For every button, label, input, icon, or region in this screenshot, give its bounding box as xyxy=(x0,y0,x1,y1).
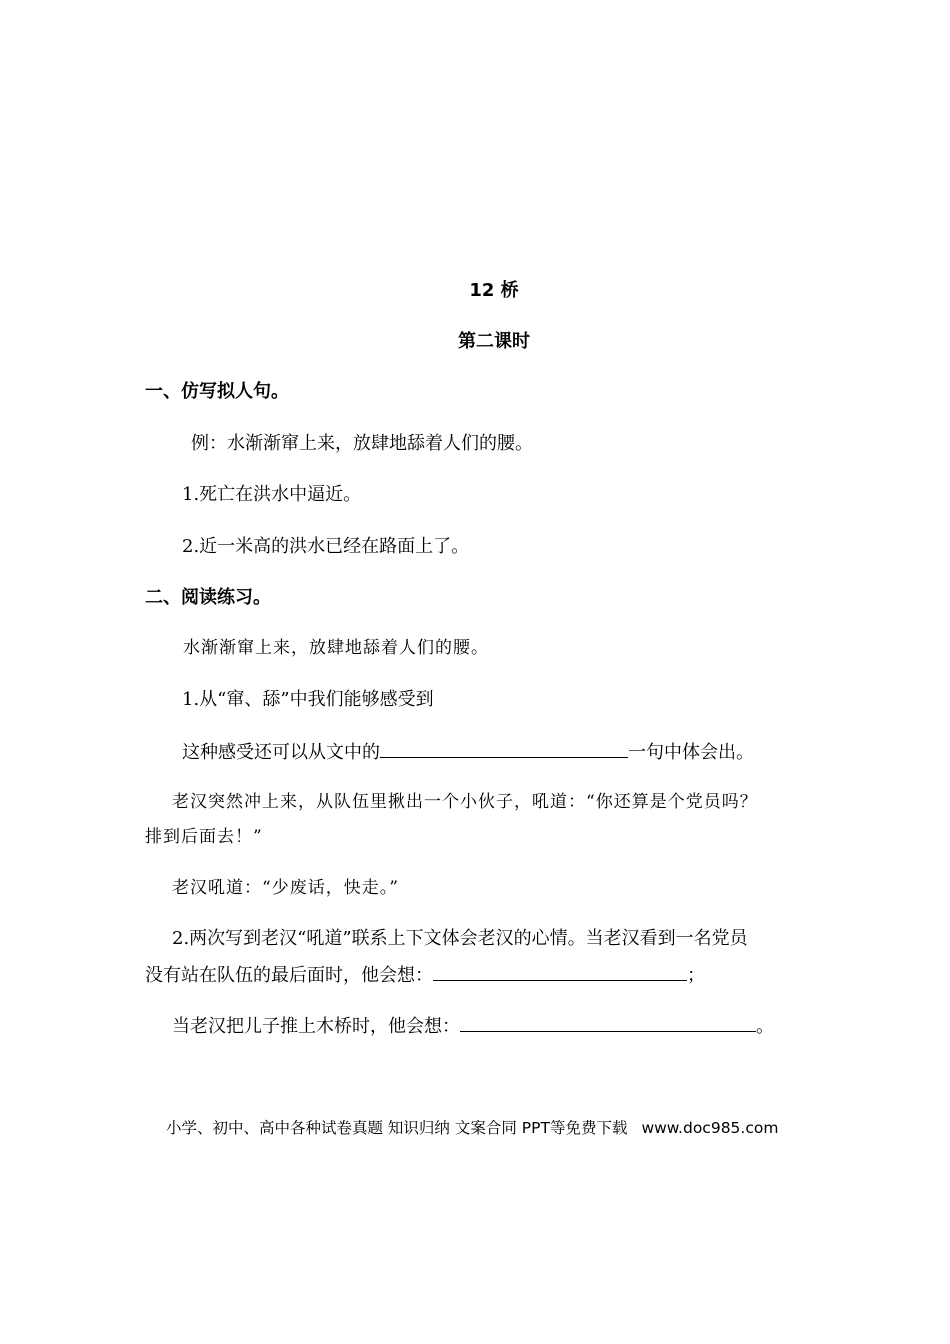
section1-item-2: 2.近一米高的洪水已经在路面上了。 xyxy=(182,536,470,557)
question-2-line-3-after: 。 xyxy=(756,1016,774,1037)
section1-example: 例：水渐渐窜上来，放肆地舔着人们的腰。 xyxy=(191,433,533,454)
question-2-line-3 xyxy=(172,1013,774,1039)
answer-blank-2[interactable] xyxy=(433,962,687,981)
question-2-text-before: 没有站在队伍的最后面时，他会想： xyxy=(145,965,433,986)
section1-item-1: 1.死亡在洪水中逼近。 xyxy=(182,484,362,505)
reading-passage-2-line-1: 老汉突然冲上来，从队伍里揪出一个小伙子，吼道：“你还算是个党员吗？ xyxy=(172,792,758,812)
reading-passage-3: 老汉吼道：“少废话，快走。” xyxy=(172,878,399,898)
footer-url: www.doc985.com xyxy=(641,1119,779,1137)
question-1-line-2 xyxy=(182,739,754,765)
answer-blank-1[interactable] xyxy=(380,739,628,758)
question-2-line-1: 2.两次写到老汉“吼道”联系上下文体会老汉的心情。当老汉看到一名党员 xyxy=(172,928,748,949)
question-1-text-before: 这种感受还可以从文中的 xyxy=(182,742,380,763)
question-2-line-2 xyxy=(145,962,705,988)
lesson-title: 12 桥 xyxy=(469,280,519,301)
footer xyxy=(166,1116,778,1140)
footer-text: 小学、初中、高中各种试卷真题 知识归纳 文案合同 PPT等免费下载 xyxy=(166,1119,628,1137)
question-2-text-after: ； xyxy=(687,965,705,986)
reading-passage-2-line-2: 排到后面去！” xyxy=(145,827,263,847)
reading-passage-1: 水渐渐窜上来，放肆地舔着人们的腰。 xyxy=(183,638,489,658)
question-1-text-after: 一句中体会出。 xyxy=(628,742,754,763)
section1-heading: 一、仿写拟人句。 xyxy=(145,381,289,402)
answer-blank-3[interactable] xyxy=(460,1013,756,1032)
question-1: 1.从“窜、舔”中我们能够感受到 xyxy=(182,689,434,710)
section2-heading: 二、阅读练习。 xyxy=(145,587,271,608)
period-title: 第二课时 xyxy=(458,331,530,352)
question-2-line-3-before: 当老汉把儿子推上木桥时，他会想： xyxy=(172,1016,460,1037)
